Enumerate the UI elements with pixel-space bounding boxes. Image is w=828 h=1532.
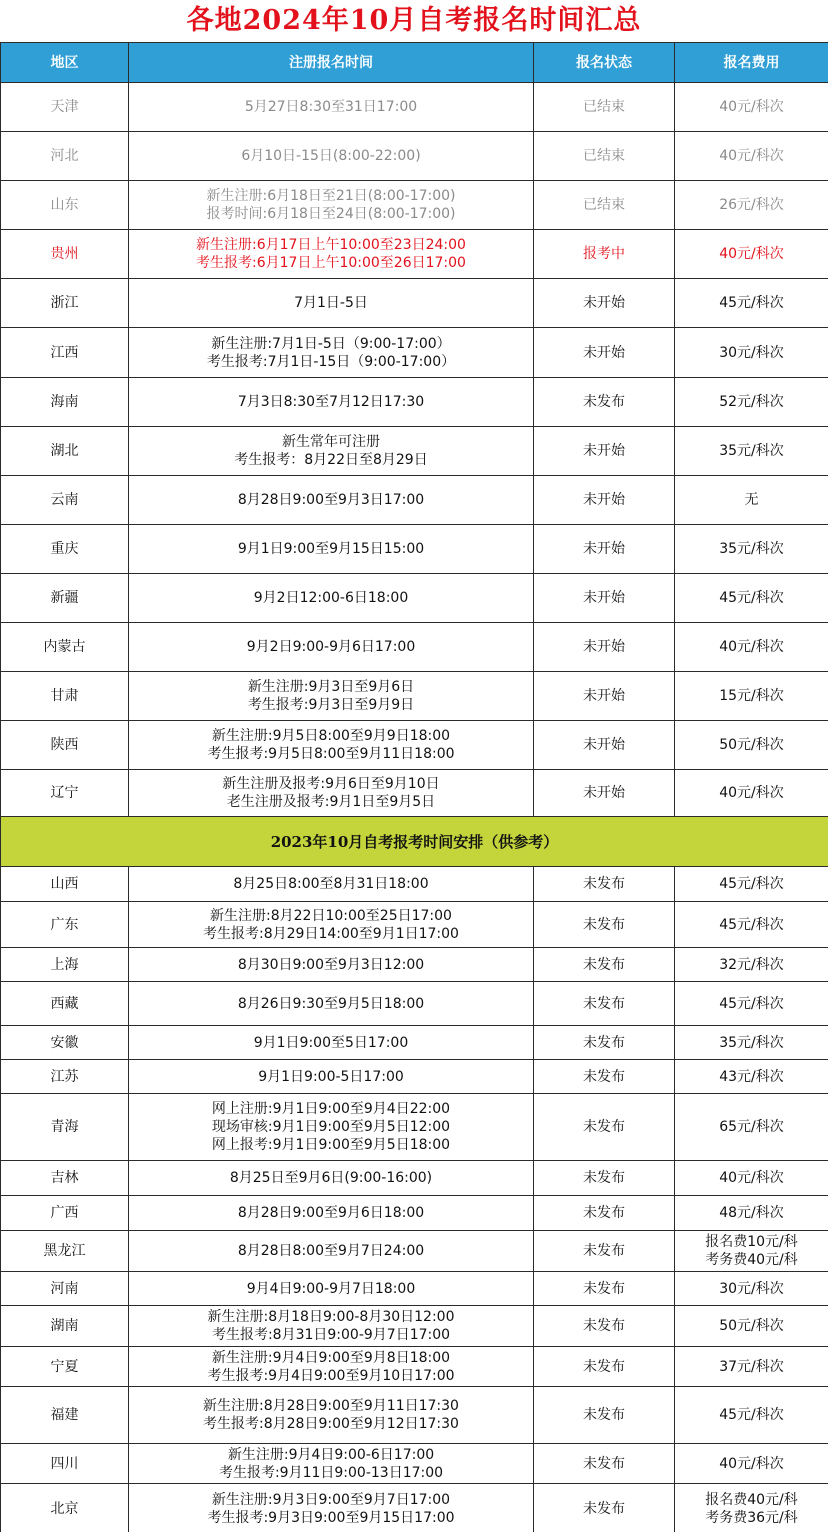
status-cell: 已结束 <box>534 181 675 230</box>
region-cell: 吉林 <box>1 1161 129 1196</box>
time-cell <box>129 1196 534 1231</box>
fee-cell <box>675 1387 828 1444</box>
fee-cell <box>675 1444 828 1484</box>
time-line: 考生报考:9月3日9:00至9月15日17:00 <box>207 1510 455 1526</box>
status-cell: 未开始 <box>534 721 675 770</box>
time-cell <box>129 672 534 721</box>
time-line: 8月28日8:00至9月7日24:00 <box>237 1243 425 1259</box>
status-cell: 未开始 <box>534 770 675 817</box>
table-row <box>1 982 828 1026</box>
fee-line: 40元/科次 <box>719 99 784 115</box>
time-line: 网上注册:9月1日9:00至9月4日22:00 <box>211 1101 451 1117</box>
region-cell: 贵州 <box>1 230 129 279</box>
fee-line: 40元/科次 <box>719 148 784 164</box>
table-row <box>1 1347 828 1387</box>
table-row <box>1 867 828 902</box>
header-row <box>1 43 828 83</box>
fee-line: 40元/科次 <box>719 246 784 262</box>
region-cell: 上海 <box>1 948 129 982</box>
fee-line: 15元/科次 <box>719 688 784 704</box>
fee-line: 40元/科次 <box>719 785 784 801</box>
fee-line: 35元/科次 <box>719 443 784 459</box>
time-line: 6月10日-15日(8:00-22:00) <box>241 148 421 164</box>
status-cell: 未开始 <box>534 672 675 721</box>
status-cell: 未发布 <box>534 1161 675 1196</box>
table-row <box>1 427 828 476</box>
fee-line: 报名费10元/科 <box>705 1234 798 1250</box>
table-row <box>1 1094 828 1161</box>
region-cell: 重庆 <box>1 525 129 574</box>
fee-cell <box>675 948 828 982</box>
status-cell: 未发布 <box>534 948 675 982</box>
fee-cell <box>675 132 828 181</box>
fee-cell <box>675 1026 828 1060</box>
region-cell: 四川 <box>1 1444 129 1484</box>
fee-cell <box>675 1484 828 1532</box>
fee-cell <box>675 672 828 721</box>
table-row <box>1 1060 828 1094</box>
section-row <box>1 817 828 867</box>
fee-cell <box>675 328 828 378</box>
time-cell <box>129 1306 534 1347</box>
time-line: 考生报考：8月22日至8月29日 <box>234 452 428 468</box>
region-cell: 海南 <box>1 378 129 427</box>
fee-cell <box>675 427 828 476</box>
fee-cell <box>675 1231 828 1272</box>
region-cell: 天津 <box>1 83 129 132</box>
status-cell: 未发布 <box>534 982 675 1026</box>
fee-cell <box>675 1161 828 1196</box>
time-line: 新生注册:8月22日10:00至25日17:00 <box>210 907 452 924</box>
region-cell: 陕西 <box>1 721 129 770</box>
fee-line: 43元/科次 <box>719 1068 784 1085</box>
status-cell: 报考中 <box>534 230 675 279</box>
fee-line: 45元/科次 <box>719 590 784 606</box>
region-cell: 北京 <box>1 1484 129 1532</box>
fee-line: 45元/科次 <box>719 995 784 1012</box>
region-cell: 广西 <box>1 1196 129 1231</box>
region-cell: 云南 <box>1 476 129 525</box>
time-cell <box>129 982 534 1026</box>
status-cell: 未开始 <box>534 328 675 378</box>
time-cell <box>129 1387 534 1444</box>
table-row <box>1 672 828 721</box>
region-cell: 内蒙古 <box>1 623 129 672</box>
fee-line: 50元/科次 <box>719 737 784 753</box>
table-row <box>1 378 828 427</box>
time-line: 9月2日9:00-9月6日17:00 <box>246 639 416 655</box>
status-cell: 未发布 <box>534 1094 675 1161</box>
status-cell: 未发布 <box>534 1026 675 1060</box>
fee-line: 45元/科次 <box>719 1407 784 1423</box>
region-cell: 江苏 <box>1 1060 129 1094</box>
fee-cell <box>675 623 828 672</box>
time-line: 老生注册及报考:9月1日至9月5日 <box>226 794 436 810</box>
time-line: 7月1日-5日 <box>294 295 368 311</box>
time-cell <box>129 1161 534 1196</box>
fee-cell <box>675 1094 828 1161</box>
table-body <box>1 83 828 1532</box>
region-cell: 山西 <box>1 867 129 902</box>
status-cell: 未发布 <box>534 902 675 948</box>
fee-line: 65元/科次 <box>719 1119 784 1135</box>
status-cell: 未发布 <box>534 1272 675 1306</box>
time-cell <box>129 1026 534 1060</box>
time-cell <box>129 948 534 982</box>
time-line: 9月2日12:00-6日18:00 <box>253 590 409 606</box>
fee-line: 45元/科次 <box>719 295 784 311</box>
fee-line: 40元/科次 <box>719 639 784 655</box>
status-cell: 未开始 <box>534 279 675 328</box>
table-row <box>1 1484 828 1532</box>
time-cell <box>129 427 534 476</box>
table-row <box>1 230 828 279</box>
region-cell: 河南 <box>1 1272 129 1306</box>
status-cell: 未发布 <box>534 1387 675 1444</box>
fee-line: 32元/科次 <box>719 956 784 973</box>
table-row <box>1 1026 828 1060</box>
status-cell: 未开始 <box>534 623 675 672</box>
fee-line: 30元/科次 <box>719 1280 784 1297</box>
region-cell: 湖南 <box>1 1306 129 1347</box>
time-cell <box>129 1444 534 1484</box>
table-row <box>1 770 828 817</box>
fee-line: 考务费36元/科 <box>705 1510 798 1526</box>
time-line: 新生注册:6月18日至21日(8:00-17:00) <box>206 188 456 204</box>
time-cell <box>129 867 534 902</box>
table-row <box>1 1161 828 1196</box>
time-line: 新生注册:6月17日上午10:00至23日24:00 <box>196 237 466 253</box>
region-cell: 江西 <box>1 328 129 378</box>
fee-line: 40元/科次 <box>719 1170 784 1186</box>
fee-line: 40元/科次 <box>719 1455 784 1472</box>
time-cell <box>129 378 534 427</box>
region-cell: 辽宁 <box>1 770 129 817</box>
header-region: 地区 <box>1 43 129 83</box>
time-line: 新生注册:8月18日9:00-8月30日12:00 <box>207 1309 455 1325</box>
fee-cell <box>675 1306 828 1347</box>
table-row <box>1 1306 828 1347</box>
region-cell: 青海 <box>1 1094 129 1161</box>
header-time: 注册报名时间 <box>129 43 534 83</box>
time-line: 9月1日9:00至5日17:00 <box>253 1034 409 1051</box>
time-cell <box>129 902 534 948</box>
time-line: 9月1日9:00至9月15日15:00 <box>237 541 425 557</box>
section-title: 2023年10月自考报考时间安排（供参考） <box>1 817 828 867</box>
table-row <box>1 721 828 770</box>
fee-line: 26元/科次 <box>719 197 784 213</box>
time-line: 新生常年可注册 <box>282 434 380 450</box>
status-cell: 未发布 <box>534 867 675 902</box>
status-cell: 未发布 <box>534 1306 675 1347</box>
time-cell <box>129 230 534 279</box>
status-cell: 未开始 <box>534 476 675 525</box>
fee-line: 35元/科次 <box>719 541 784 557</box>
table-row <box>1 1196 828 1231</box>
fee-line: 48元/科次 <box>719 1205 784 1221</box>
time-line: 考生报考:8月28日9:00至9月12日17:30 <box>203 1416 459 1432</box>
time-line: 8月30日9:00至9月3日12:00 <box>237 956 425 973</box>
time-line: 新生注册:8月28日9:00至9月11日17:30 <box>203 1398 459 1414</box>
status-cell: 未发布 <box>534 1347 675 1387</box>
time-cell <box>129 721 534 770</box>
schedule-table <box>0 42 828 1532</box>
region-cell: 新疆 <box>1 574 129 623</box>
table-row <box>1 1272 828 1306</box>
status-cell: 未开始 <box>534 525 675 574</box>
table-row <box>1 902 828 948</box>
region-cell: 西藏 <box>1 982 129 1026</box>
time-line: 考生报考:9月3日至9月9日 <box>247 697 415 713</box>
table-row <box>1 948 828 982</box>
region-cell: 甘肃 <box>1 672 129 721</box>
region-cell: 浙江 <box>1 279 129 328</box>
time-line: 考生报考:9月4日9:00至9月10日17:00 <box>207 1367 455 1384</box>
table-row <box>1 279 828 328</box>
status-cell: 未发布 <box>534 1196 675 1231</box>
time-cell <box>129 623 534 672</box>
fee-cell <box>675 982 828 1026</box>
fee-cell <box>675 181 828 230</box>
region-cell: 宁夏 <box>1 1347 129 1387</box>
header-fee: 报名费用 <box>675 43 828 83</box>
time-cell <box>129 279 534 328</box>
table-row <box>1 574 828 623</box>
table-row <box>1 181 828 230</box>
region-cell: 黑龙江 <box>1 1231 129 1272</box>
time-line: 报考时间:6月18日至24日(8:00-17:00) <box>206 206 456 222</box>
time-cell <box>129 1484 534 1532</box>
fee-cell <box>675 378 828 427</box>
fee-line: 52元/科次 <box>719 394 784 410</box>
fee-line: 30元/科次 <box>719 344 784 361</box>
fee-cell <box>675 525 828 574</box>
time-cell <box>129 132 534 181</box>
time-line: 考生报考:9月5日8:00至9月11日18:00 <box>207 746 455 762</box>
fee-line: 37元/科次 <box>719 1358 784 1375</box>
time-line: 8月28日9:00至9月6日18:00 <box>237 1205 425 1221</box>
region-cell: 安徽 <box>1 1026 129 1060</box>
fee-line: 45元/科次 <box>719 916 784 933</box>
time-cell <box>129 770 534 817</box>
time-line: 8月28日9:00至9月3日17:00 <box>237 492 425 508</box>
time-cell <box>129 1272 534 1306</box>
region-cell: 福建 <box>1 1387 129 1444</box>
time-line: 新生注册:9月3日至9月6日 <box>247 679 415 695</box>
time-line: 新生注册:9月4日9:00-6日17:00 <box>227 1446 435 1463</box>
table-row <box>1 132 828 181</box>
fee-cell <box>675 476 828 525</box>
table-row <box>1 525 828 574</box>
time-line: 考生报考:6月17日上午10:00至26日17:00 <box>196 255 466 271</box>
time-cell <box>129 476 534 525</box>
status-cell: 未发布 <box>534 1444 675 1484</box>
fee-cell <box>675 574 828 623</box>
time-line: 8月25日至9月6日(9:00-16:00) <box>229 1170 433 1186</box>
fee-cell <box>675 1347 828 1387</box>
region-cell: 广东 <box>1 902 129 948</box>
time-line: 新生注册:9月5日8:00至9月9日18:00 <box>211 728 451 744</box>
table-row <box>1 1231 828 1272</box>
time-line: 网上报考:9月1日9:00至9月5日18:00 <box>211 1137 451 1153</box>
time-cell <box>129 1347 534 1387</box>
time-cell <box>129 1060 534 1094</box>
fee-cell <box>675 770 828 817</box>
fee-cell <box>675 721 828 770</box>
time-line: 考生报考:7月1日-15日（9:00-17:00） <box>206 353 456 370</box>
fee-line: 50元/科次 <box>719 1318 784 1334</box>
status-cell: 未开始 <box>534 427 675 476</box>
time-line: 7月3日8:30至7月12日17:30 <box>237 394 425 410</box>
table-row <box>1 328 828 378</box>
region-cell: 山东 <box>1 181 129 230</box>
fee-cell <box>675 867 828 902</box>
fee-cell <box>675 230 828 279</box>
time-cell <box>129 181 534 230</box>
time-line: 新生注册:7月1日-5日（9:00-17:00） <box>211 335 451 352</box>
time-line: 新生注册及报考:9月6日至9月10日 <box>222 776 440 792</box>
time-line: 9月1日9:00-5日17:00 <box>258 1068 404 1085</box>
time-cell <box>129 1094 534 1161</box>
fee-line: 45元/科次 <box>719 876 784 892</box>
time-line: 新生注册:9月3日9:00至9月7日17:00 <box>211 1492 451 1508</box>
time-cell <box>129 525 534 574</box>
time-line: 9月4日9:00-9月7日18:00 <box>246 1280 416 1297</box>
status-cell: 未发布 <box>534 1060 675 1094</box>
status-cell: 未开始 <box>534 574 675 623</box>
fee-line: 考务费40元/科 <box>705 1252 798 1268</box>
fee-cell <box>675 279 828 328</box>
time-cell <box>129 574 534 623</box>
table-row <box>1 1387 828 1444</box>
fee-line: 35元/科次 <box>719 1034 784 1051</box>
region-cell: 湖北 <box>1 427 129 476</box>
time-line: 考生报考:8月29日14:00至9月1日17:00 <box>203 925 459 942</box>
header-status: 报名状态 <box>534 43 675 83</box>
time-line: 5月27日8:30至31日17:00 <box>244 99 418 115</box>
table-row <box>1 1444 828 1484</box>
page-title: 各地2024年10月自考报名时间汇总 <box>186 5 642 36</box>
status-cell: 未发布 <box>534 1231 675 1272</box>
fee-line: 报名费40元/科 <box>705 1492 798 1508</box>
time-line: 8月26日9:30至9月5日18:00 <box>237 995 425 1012</box>
status-cell: 已结束 <box>534 132 675 181</box>
fee-cell <box>675 1272 828 1306</box>
status-cell: 未发布 <box>534 378 675 427</box>
table-row <box>1 83 828 132</box>
time-line: 新生注册:9月4日9:00至9月8日18:00 <box>211 1349 451 1366</box>
time-cell <box>129 1231 534 1272</box>
fee-cell <box>675 902 828 948</box>
fee-cell <box>675 83 828 132</box>
status-cell: 已结束 <box>534 83 675 132</box>
fee-cell <box>675 1196 828 1231</box>
time-line: 考生报考:9月11日9:00-13日17:00 <box>218 1464 444 1481</box>
fee-cell <box>675 1060 828 1094</box>
table-row <box>1 476 828 525</box>
region-cell: 河北 <box>1 132 129 181</box>
time-line: 现场审核:9月1日9:00至9月5日12:00 <box>211 1119 451 1135</box>
fee-line: 无 <box>744 492 759 508</box>
time-cell <box>129 83 534 132</box>
time-cell <box>129 328 534 378</box>
time-line: 考生报考:8月31日9:00-9月7日17:00 <box>211 1327 451 1343</box>
status-cell: 未发布 <box>534 1484 675 1532</box>
table-row <box>1 623 828 672</box>
time-line: 8月25日8:00至8月31日18:00 <box>233 876 429 892</box>
